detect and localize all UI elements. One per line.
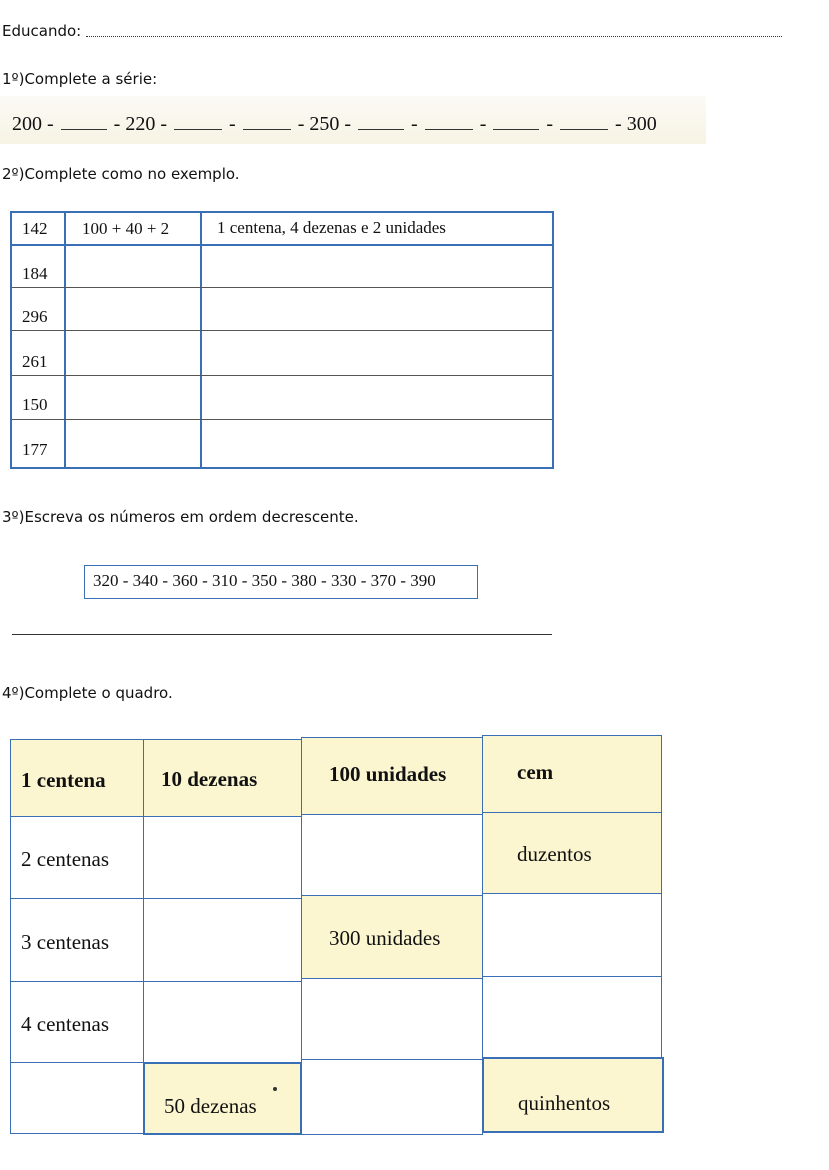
q4-cell: 300 unidades (301, 895, 483, 979)
q4-header-cell: 10 dezenas (143, 739, 302, 817)
q2-row-number: 177 (22, 440, 48, 459)
q4-cell[interactable] (143, 981, 302, 1063)
q2-example-words: 1 centena, 4 dezenas e 2 unidades (217, 218, 446, 237)
series-blank[interactable] (560, 129, 608, 130)
q4-cell[interactable] (482, 976, 662, 1058)
q4-header-cell: 1 centena (10, 739, 144, 817)
series-value: 200 (12, 113, 42, 135)
q2-col-divider (200, 213, 202, 467)
q4-cell[interactable] (143, 816, 302, 899)
q4-header-cell: 100 unidades (301, 737, 483, 815)
q2-table (10, 211, 554, 469)
q2-row-number: 184 (22, 264, 48, 283)
series-blank[interactable] (425, 129, 473, 130)
q3-answer-line[interactable] (12, 634, 552, 635)
q2-example-expanded: 100 + 40 + 2 (82, 219, 170, 238)
q4-title: 4º)Complete o quadro. (2, 684, 173, 702)
q3-title: 3º)Escreva os números em ordem decrescente. (2, 508, 359, 526)
q2-title: 2º)Complete como no exemplo. (2, 165, 240, 183)
q4-cell[interactable] (143, 898, 302, 982)
q2-example-number: 142 (22, 219, 48, 238)
q4-cell: quinhentos (482, 1057, 664, 1133)
series-value: 300 (626, 113, 657, 135)
student-name-label: Educando: (2, 22, 82, 40)
q4-cell: duzentos (482, 812, 662, 894)
series-blank[interactable] (358, 129, 404, 130)
series-blank[interactable] (174, 129, 222, 130)
series-value: 250 (309, 113, 340, 135)
q4-cell: 4 centenas (10, 981, 144, 1063)
series-value: 220 (125, 113, 156, 135)
q4-cell: 3 centenas (10, 898, 144, 982)
q4-cell: 2 centenas (10, 816, 144, 899)
student-name-field[interactable] (86, 36, 782, 37)
q4-cell[interactable] (10, 1062, 144, 1134)
q2-row-number: 261 (22, 352, 48, 371)
q4-cell[interactable] (301, 814, 483, 896)
q4-cell: 50 dezenas (143, 1062, 302, 1135)
series-blank[interactable] (61, 129, 107, 130)
q2-header-divider (12, 244, 552, 246)
q1-series: 200 - - 220 - - - 250 - - - - - 300 (12, 113, 657, 135)
q2-row-number: 296 (22, 307, 48, 326)
q4-cell[interactable] (482, 893, 662, 977)
q1-title: 1º)Complete a série: (2, 70, 158, 88)
ink-dot (273, 1087, 277, 1091)
q4-header-cell: cem (482, 735, 662, 813)
q3-numbers: 320 - 340 - 360 - 310 - 350 - 380 - 330 - 370 - 390 (93, 571, 436, 590)
q4-table (10, 735, 664, 1135)
q4-cell[interactable] (301, 978, 483, 1060)
series-blank[interactable] (243, 129, 291, 130)
q4-cell[interactable] (301, 1059, 483, 1135)
series-blank[interactable] (493, 129, 539, 130)
q3-number-box (84, 565, 478, 599)
q2-col-divider (64, 213, 66, 467)
q2-row-number: 150 (22, 395, 48, 414)
